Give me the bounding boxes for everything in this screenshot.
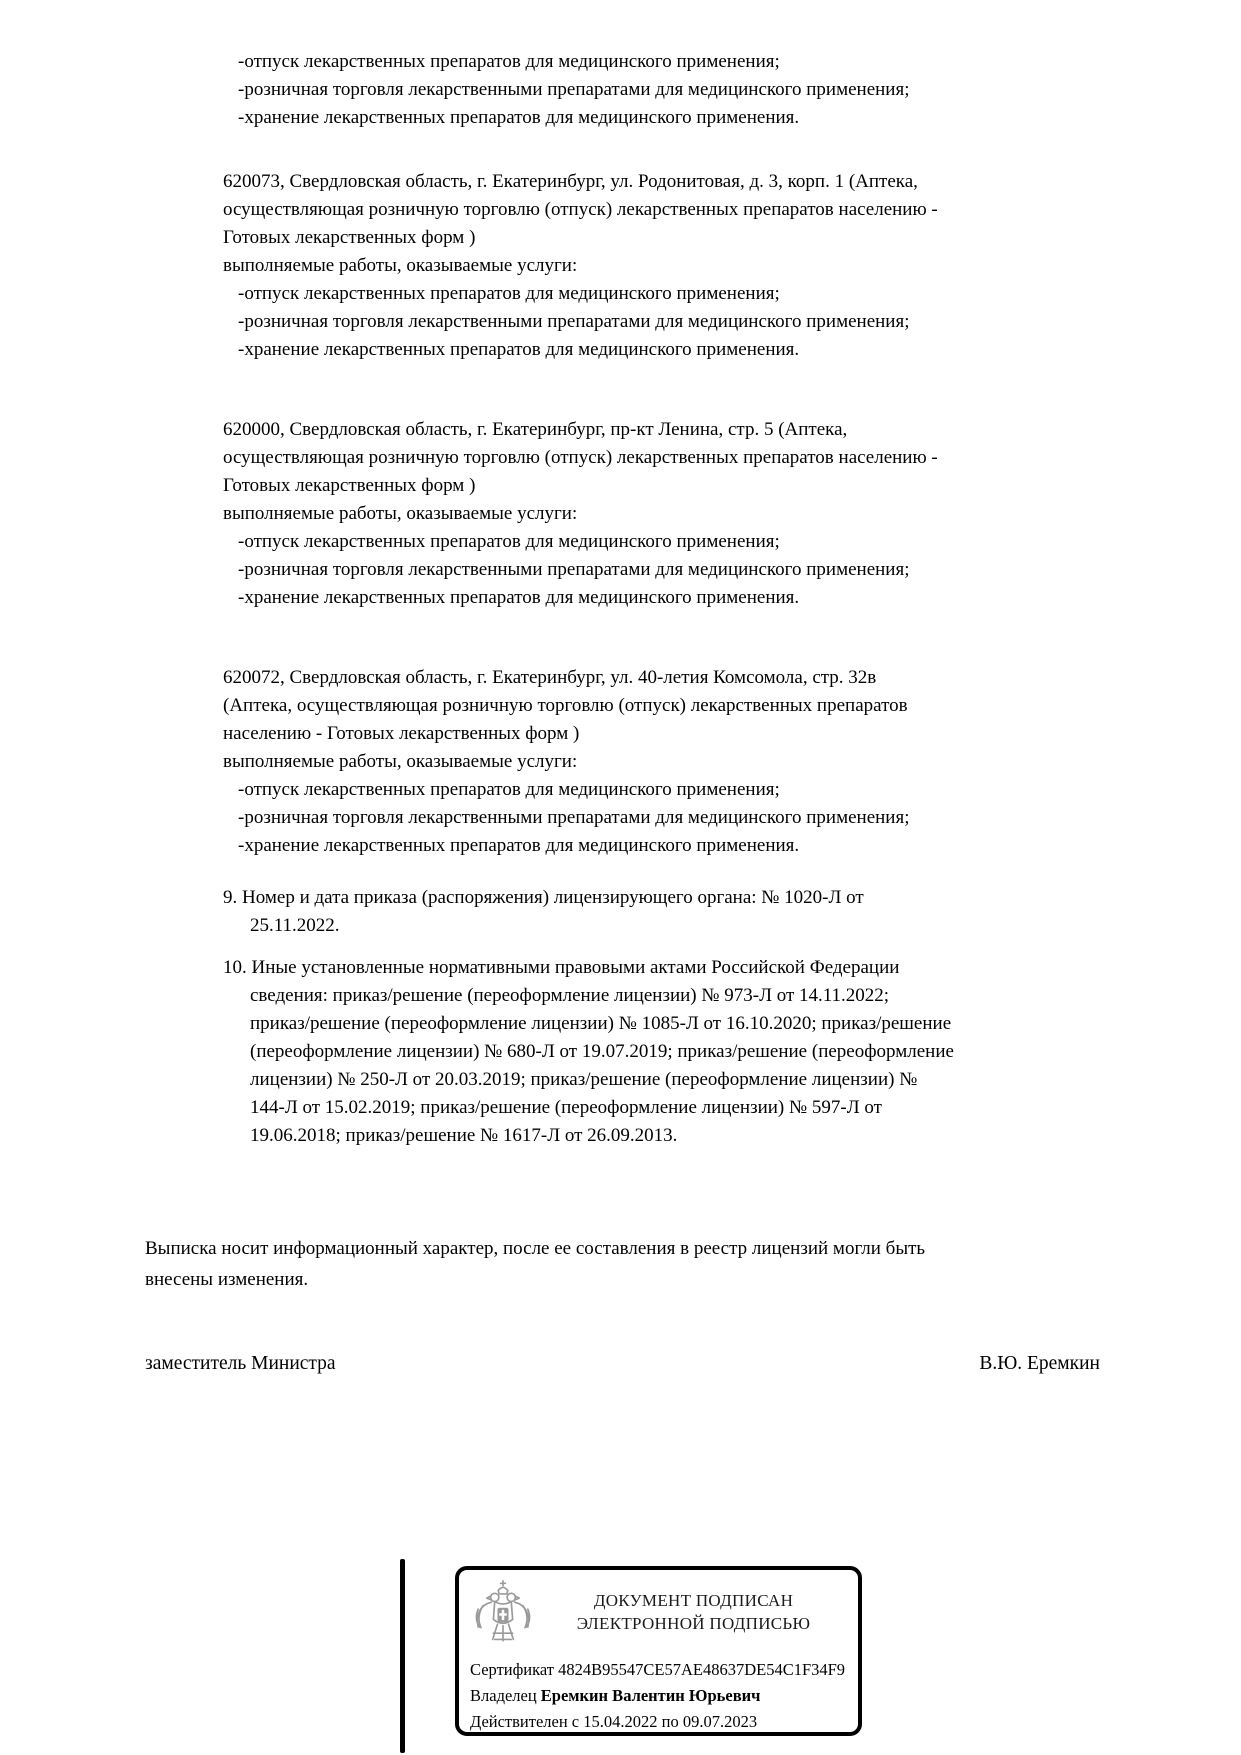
validity-line: Действителен с 15.04.2022 по 09.07.2023: [470, 1712, 758, 1731]
stamp-header: [470, 1576, 847, 1654]
stamp-details: [470, 1657, 847, 1735]
electronic-signature-stamp: [455, 1566, 862, 1736]
address-line: 620073, Свердловская область, г. Екатеринбург, ул. Родонитовая, д. 3, корп. 1 (Аптека,: [223, 171, 918, 192]
certificate-number: 4824B95547CE57AE48637DE54C1F34F9: [558, 1660, 846, 1679]
stamp-left-edge-mark: [400, 1559, 405, 1753]
item-10-line: (переоформление лицензии) № 680-Л от 19.07.2019; приказ/решение (переоформление: [250, 1041, 954, 1062]
owner-name: Еремкин Валентин Юрьевич: [540, 1686, 761, 1705]
note-line: Выписка носит информационный характер, после ее составления в реестр лицензий могли быть: [145, 1238, 926, 1259]
service-item: -хранение лекарственных препаратов для медицинского применения.: [238, 339, 800, 360]
item-9-line: 25.11.2022.: [250, 915, 340, 936]
signer-position: заместитель Министра: [145, 1353, 336, 1374]
signature-row: [145, 1350, 1100, 1378]
service-list-continuation: [223, 48, 1063, 132]
owner-label: Владелец: [470, 1686, 541, 1705]
service-item: -отпуск лекарственных препаратов для медицинского применения;: [238, 531, 780, 552]
works-label: выполняемые работы, оказываемые услуги:: [223, 255, 578, 276]
item-10-other-info: [223, 954, 1063, 1150]
item-9-order-number: [223, 884, 1063, 940]
address-line: Готовых лекарственных форм ): [223, 475, 476, 496]
informational-note: [145, 1233, 1170, 1295]
coat-of-arms-eagle-icon: [472, 1578, 534, 1654]
service-item: -отпуск лекарственных препаратов для медицинского применения;: [238, 283, 780, 304]
works-label: выполняемые работы, оказываемые услуги:: [223, 503, 578, 524]
address-line: населению - Готовых лекарственных форм ): [223, 723, 580, 744]
signer-name: В.Ю. Еремкин: [979, 1353, 1100, 1374]
stamp-title-line: ДОКУМЕНТ ПОДПИСАН: [593, 1591, 794, 1610]
note-line: внесены изменения.: [145, 1269, 309, 1290]
item-10-line: 144-Л от 15.02.2019; приказ/решение (переоформление лицензии) № 597-Л от: [250, 1097, 882, 1118]
item-10-line: сведения: приказ/решение (переоформление лицензии) № 973-Л от 14.11.2022;: [250, 985, 890, 1006]
address-line: осуществляющая розничную торговлю (отпуск) лекарственных препаратов населению -: [223, 447, 938, 468]
service-item: -хранение лекарственных препаратов для медицинского применения.: [238, 835, 800, 856]
service-item: -отпуск лекарственных препаратов для медицинского применения;: [238, 51, 780, 72]
stamp-title-line: ЭЛЕКТРОННОЙ ПОДПИСЬЮ: [576, 1614, 811, 1633]
item-10-line: 10. Иные установленные нормативными правовыми актами Российской Федерации: [223, 957, 900, 978]
owner-line: [470, 1683, 847, 1709]
service-item: -отпуск лекарственных препаратов для медицинского применения;: [238, 779, 780, 800]
location-block-620000: [223, 416, 1063, 612]
service-item: -розничная торговля лекарственными препаратами для медицинского применения;: [238, 807, 910, 828]
certificate-line: [470, 1657, 847, 1683]
item-10-line: приказ/решение (переоформление лицензии) № 1085-Л от 16.10.2020; приказ/решение: [250, 1013, 952, 1034]
item-9-line: 9. Номер и дата приказа (распоряжения) лицензирующего органа: № 1020-Л от: [223, 887, 864, 908]
service-item: -хранение лекарственных препаратов для медицинского применения.: [238, 587, 800, 608]
service-item: -розничная торговля лекарственными препаратами для медицинского применения;: [238, 559, 910, 580]
location-block-620073: [223, 168, 1063, 364]
item-10-line: 19.06.2018; приказ/решение № 1617-Л от 26.09.2013.: [250, 1125, 678, 1146]
service-item: -хранение лекарственных препаратов для медицинского применения.: [238, 107, 800, 128]
service-item: -розничная торговля лекарственными препаратами для медицинского применения;: [238, 311, 910, 332]
address-line: 620000, Свердловская область, г. Екатеринбург, пр-кт Ленина, стр. 5 (Аптека,: [223, 419, 848, 440]
service-item: -розничная торговля лекарственными препаратами для медицинского применения;: [238, 79, 910, 100]
location-block-620072: [223, 664, 1063, 860]
works-label: выполняемые работы, оказываемые услуги:: [223, 751, 578, 772]
document-body: [223, 48, 1063, 1150]
address-line: (Аптека, осуществляющая розничную торговлю (отпуск) лекарственных препаратов: [223, 695, 908, 716]
address-line: 620072, Свердловская область, г. Екатеринбург, ул. 40-летия Комсомола, стр. 32в: [223, 667, 877, 688]
address-line: осуществляющая розничную торговлю (отпуск) лекарственных препаратов населению -: [223, 199, 938, 220]
certificate-label: Сертификат: [470, 1660, 559, 1679]
item-10-line: лицензии) № 250-Л от 20.03.2019; приказ/решение (переоформление лицензии) №: [250, 1069, 918, 1090]
stamp-title: [540, 1589, 847, 1635]
address-line: Готовых лекарственных форм ): [223, 227, 476, 248]
